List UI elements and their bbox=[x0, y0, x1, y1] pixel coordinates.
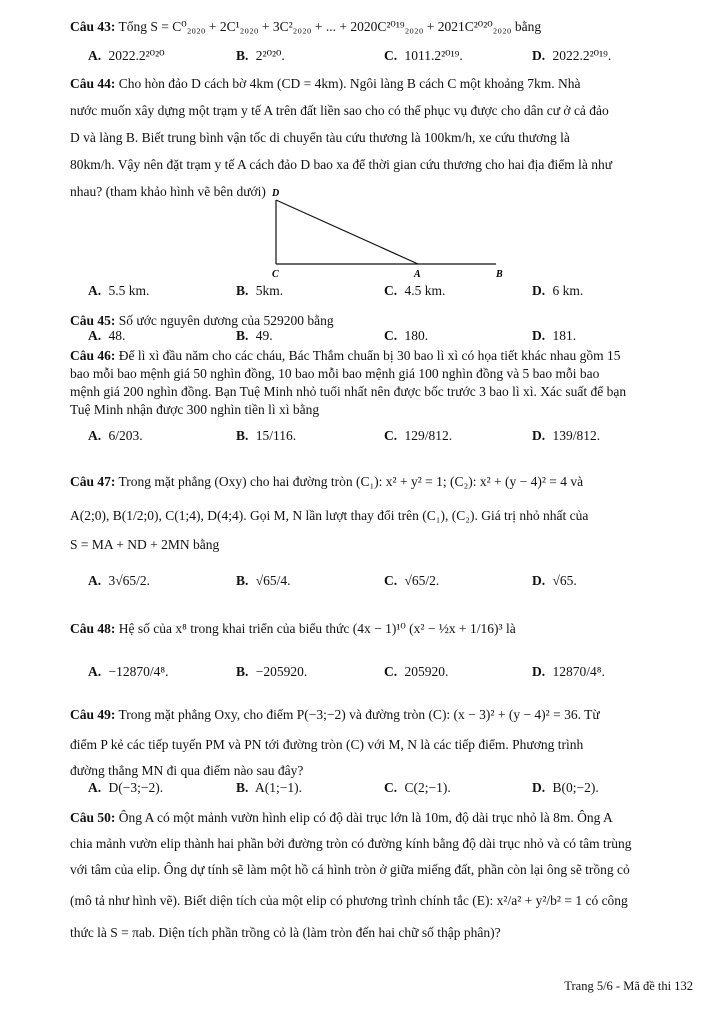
question-text-line: Cho hòn đảo D cách bờ 4km (CD = 4km). Ngôi làng B cách C một khoảng 7km. Nhà bbox=[118, 76, 581, 91]
answer-option[interactable]: A. D(−3;−2). bbox=[88, 780, 164, 795]
point-label-a: A bbox=[414, 269, 421, 278]
answer-option[interactable]: B. √65/4. bbox=[236, 573, 291, 588]
answer-option[interactable]: B. A(1;−1). bbox=[236, 780, 303, 795]
question-text-line: 80km/h. Vậy nên đặt trạm y tế A cách đảo D bao xa để thời gian cứu thương cho hai địa điểm là như bbox=[70, 157, 613, 172]
answer-option[interactable]: C. √65/2. bbox=[384, 573, 440, 588]
answer-option[interactable]: A. 48. bbox=[88, 328, 126, 343]
question-text-line: nước muốn xây dựng một trạm y tế A trên đất liền sao cho có thể phục vụ được cho dân cư ở cả đảo bbox=[70, 103, 609, 118]
answer-option[interactable]: B. 2²⁰²⁰. bbox=[236, 48, 285, 63]
answer-option[interactable]: D. B(0;−2). bbox=[532, 780, 599, 795]
question-text-line: Tuệ Minh nhận được 300 nghìn tiền lì xì bằng bbox=[70, 402, 320, 417]
answer-option[interactable]: A. 6/203. bbox=[88, 428, 143, 443]
answer-option[interactable]: A. −12870/4⁸. bbox=[88, 664, 169, 679]
question-text-line: nhau? (tham khảo hình vẽ bên dưới) bbox=[70, 184, 266, 199]
point-label-b: B bbox=[496, 269, 503, 278]
answers-47 bbox=[88, 573, 688, 595]
question-48 bbox=[70, 618, 695, 639]
question-label: Câu 47: bbox=[70, 474, 116, 489]
question-43 bbox=[70, 16, 695, 37]
answer-option[interactable]: D. √65. bbox=[532, 573, 577, 588]
question-label: Câu 45: bbox=[70, 313, 116, 328]
segment-da bbox=[276, 200, 418, 264]
answer-option[interactable]: B. −205920. bbox=[236, 664, 308, 679]
answer-option[interactable]: B. 49. bbox=[236, 328, 273, 343]
answer-option[interactable]: C. 1011.2²⁰¹⁹. bbox=[384, 48, 463, 63]
point-label-c: C bbox=[272, 269, 279, 278]
question-label: Câu 44: bbox=[70, 76, 116, 91]
answer-option[interactable]: B. 5km. bbox=[236, 283, 284, 298]
question-label: Câu 46: bbox=[70, 348, 116, 363]
answers-44 bbox=[88, 283, 688, 305]
answers-43 bbox=[88, 48, 688, 70]
question-text-line: Để lì xì đầu năm cho các cháu, Bác Thắm chuẩn bị 30 bao lì xì có họa tiết khác nhau gồm 15 bbox=[118, 348, 621, 363]
question-text-line: Ông A có một mảnh vườn hình elip có độ dài trục lớn là 10m, độ dài trục nhỏ là 8m. Ông A bbox=[118, 810, 613, 825]
answer-option[interactable]: C. 205920. bbox=[384, 664, 449, 679]
question-text: Tổng S = C⁰₂₀₂₀ + 2C¹₂₀₂₀ + 3C²₂₀₂₀ + ... + 2020C²⁰¹⁹₂₀₂₀ + 2021C²⁰²⁰₂₀₂₀ bằng bbox=[118, 19, 542, 34]
answers-49 bbox=[88, 780, 688, 802]
question-text-line: D và làng B. Biết trung bình vận tốc di chuyển tàu cứu thương là 100km/h, xe cứu thương là bbox=[70, 130, 570, 145]
question-text-line: A(2;0), B(1/2;0), C(1;4), D(4;4). Gọi M, N lần lượt thay đổi trên (C₁), (C₂). Giá trị nhỏ nhất của bbox=[70, 508, 589, 523]
question-label: Câu 50: bbox=[70, 810, 116, 825]
answer-option[interactable]: A. 3√65/2. bbox=[88, 573, 151, 588]
question-text-line: thức là S = πab. Diện tích phần trồng cỏ là (làm tròn đến hai chữ số thập phân)? bbox=[70, 925, 501, 940]
question-text: Hệ số của x⁸ trong khai triển của biểu thức (4x − 1)¹⁰ (x² − ½x + 1/16)³ là bbox=[118, 621, 516, 636]
question-text-line: chia mảnh vườn elip thành hai phần bởi đường tròn có đường kính bằng độ dài trục nhỏ và có tâm trùng bbox=[70, 836, 632, 851]
question-text-line: bao mỗi bao mệnh giá 50 nghìn đồng, 10 bao mỗi bao mệnh giá 100 nghìn đồng và 5 bao mỗi bao bbox=[70, 366, 600, 381]
answer-option[interactable]: B. 15/116. bbox=[236, 428, 297, 443]
question-label: Câu 43: bbox=[70, 19, 116, 34]
question-label: Câu 49: bbox=[70, 707, 116, 722]
question-47 bbox=[70, 465, 695, 557]
answer-option[interactable]: A. 5.5 km. bbox=[88, 283, 150, 298]
answers-48 bbox=[88, 664, 688, 686]
point-label-d: D bbox=[272, 188, 280, 199]
answer-option[interactable]: C. 180. bbox=[384, 328, 429, 343]
question-text-line: với tâm của elip. Ông dự tính sẽ làm một hồ cá hình tròn ở giữa miếng đất, phần còn lại ông sẽ trồng cỏ bbox=[70, 862, 630, 877]
answer-option[interactable]: D. 181. bbox=[532, 328, 577, 343]
question-text-line: (mô tả như hình vẽ). Biết diện tích của một elip có phương trình chính tắc (E): x²/a² + y²/b² = 1 có công bbox=[70, 893, 628, 908]
question-text-line: Trong mặt phẳng Oxy, cho điểm P(−3;−2) và đường tròn (C): (x − 3)² + (y − 4)² = 36. Từ bbox=[118, 707, 600, 722]
answer-option[interactable]: C. 4.5 km. bbox=[384, 283, 446, 298]
answer-option[interactable]: D. 12870/4⁸. bbox=[532, 664, 605, 679]
question-text: Số ước nguyên dương của 529200 bằng bbox=[118, 313, 334, 328]
question-text-line: mệnh giá 200 nghìn đồng. Bạn Tuệ Minh nhỏ tuổi nhất nên được bốc trước 3 bao lì xì. Xác suất để bạn bbox=[70, 384, 627, 399]
question-text-line: Trong mặt phẳng (Oxy) cho hai đường tròn (C₁): x² + y² = 1; (C₂): x² + (y − 4)² = 4 và bbox=[118, 474, 584, 489]
page-footer: Trang 5/6 - Mã đề thi 132 bbox=[564, 979, 693, 993]
question-49 bbox=[70, 700, 695, 782]
question-44 bbox=[70, 70, 695, 205]
answer-option[interactable]: D. 6 km. bbox=[532, 283, 584, 298]
question-text-line: S = MA + ND + 2MN bằng bbox=[70, 537, 220, 552]
question-text-line: điểm P kẻ các tiếp tuyến PM và PN tới đường tròn (C) với M, N là các tiếp điểm. Phương trình bbox=[70, 737, 584, 752]
answer-option[interactable]: A. 2022.2²⁰²⁰ bbox=[88, 48, 165, 63]
question-50 bbox=[70, 805, 695, 947]
island-triangle-figure bbox=[260, 186, 510, 278]
answers-46 bbox=[88, 428, 688, 450]
answer-option[interactable]: C. C(2;−1). bbox=[384, 780, 451, 795]
question-label: Câu 48: bbox=[70, 621, 116, 636]
answer-option[interactable]: D. 2022.2²⁰¹⁹. bbox=[532, 48, 612, 63]
question-text-line: đường thẳng MN đi qua điểm nào sau đây? bbox=[70, 763, 304, 778]
answer-option[interactable]: D. 139/812. bbox=[532, 428, 601, 443]
question-46 bbox=[70, 347, 695, 419]
answer-option[interactable]: C. 129/812. bbox=[384, 428, 453, 443]
